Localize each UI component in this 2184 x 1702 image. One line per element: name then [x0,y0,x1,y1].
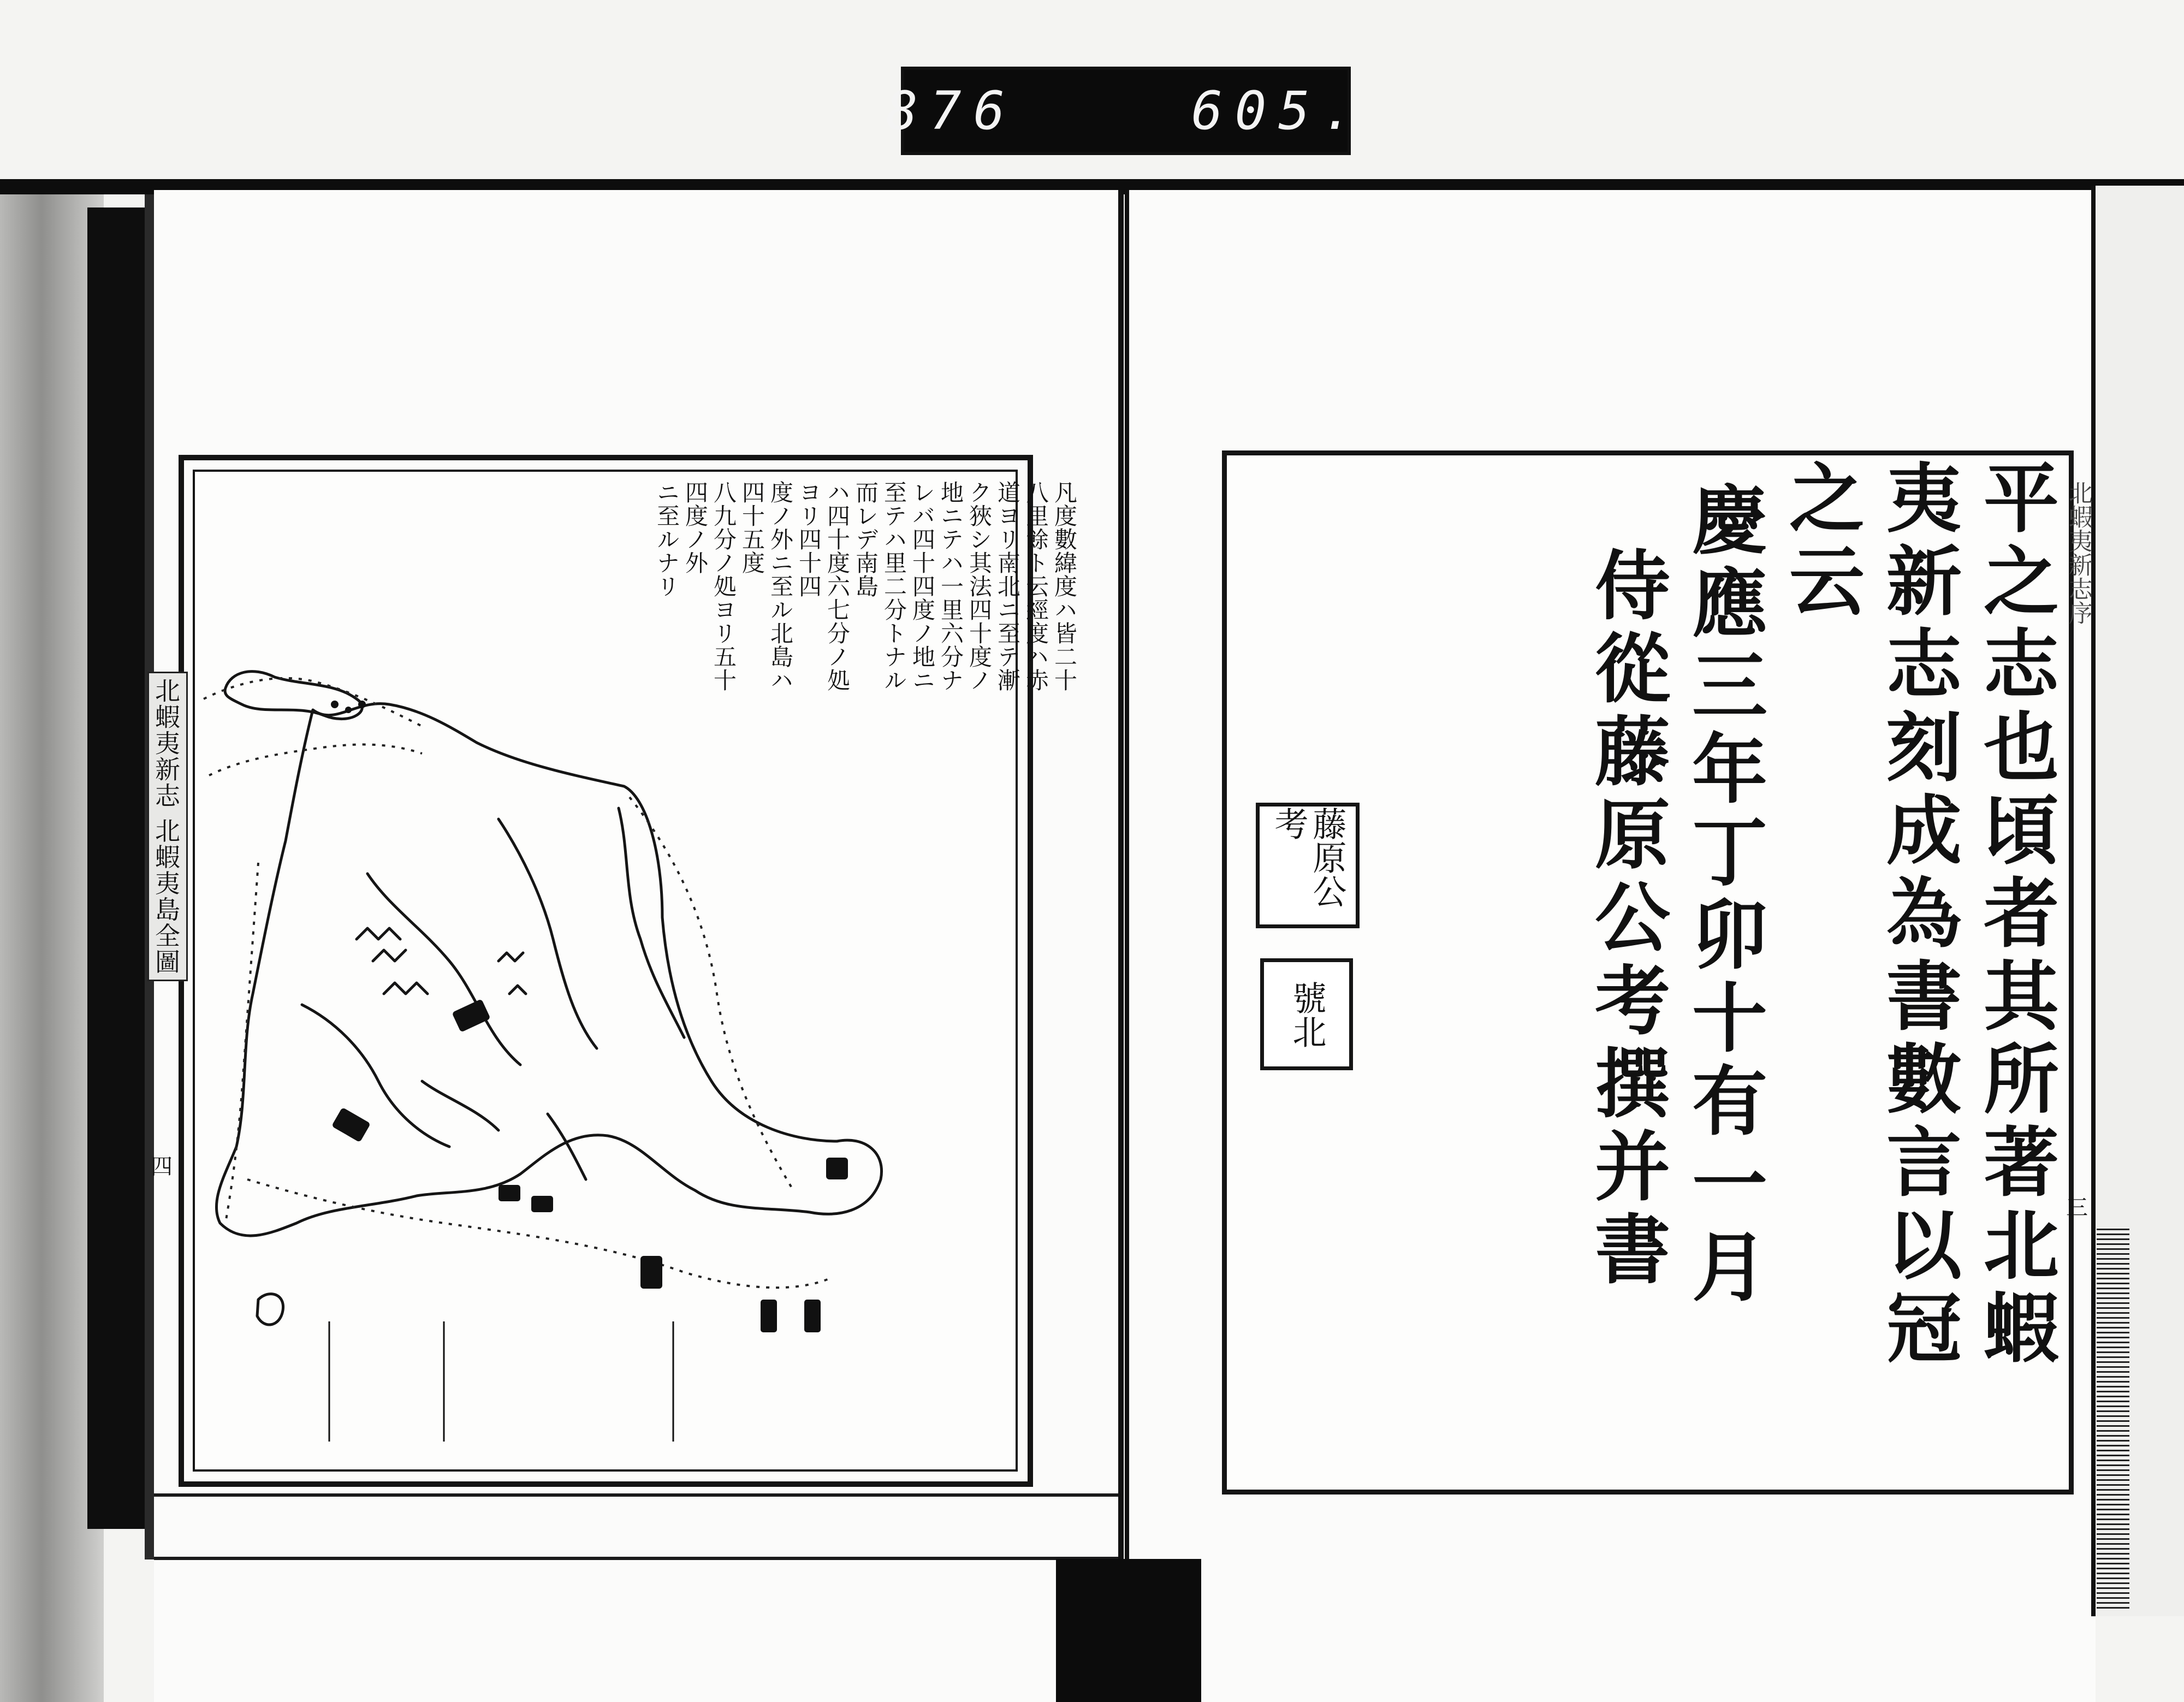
map-river [367,874,520,1065]
preface-text [1354,459,2064,1496]
left-binding-edge [87,207,147,1529]
map-note-line: 至テハ里二分トナル而レデ南島 [852,481,907,692]
right-margin-title: 北蝦夷新志序 [2064,481,2092,625]
map-route [630,797,793,1190]
preface-line: 之云 [1777,459,1866,625]
map-degree-note [652,481,1078,710]
scan-id-text: 876 605. [886,80,1366,141]
map-river [619,808,684,1037]
map-note-line: 八九分ノ処ヨリ五十四度ノ外 [682,481,737,692]
seal-stamp [1256,803,1360,928]
map-note-line: 凡度數緯度ハ皆二十八里餘ト云經度ハ赤 [1023,481,1078,692]
preface-line: 平之志也頃者其所著北蝦 [1971,459,2060,1372]
map-river [548,1114,586,1179]
seal-text: 號北 [1287,980,1327,1048]
left-margin-title: 北蝦夷新志 北蝦夷島全圖 [147,672,188,981]
map-note-line: 地ニテハ一里六分ナレバ四十四度ノ地ニ [909,481,964,692]
preface-signature-line: 侍從藤原公考撰并書 [1582,546,1671,1293]
right-page-stack [2097,1229,2129,1611]
map-route [247,1179,832,1288]
map-main-coast [216,704,881,1236]
preface-line: 夷新志刻成為書數言以冠 [1874,459,1963,1372]
right-folio-number: 三 [2066,1195,2088,1220]
map-river [302,1005,449,1147]
map-note-line: ニ至ルナリ [654,481,680,598]
map-mountains [357,928,428,994]
seal-text: 藤原公考 [1269,806,1347,908]
left-lower-band [154,1493,1118,1560]
map-route [209,744,422,775]
map-note-line: 道ヨリ南北ニ至テ漸ク狹シ其法四十度ノ [966,481,1021,692]
map-note-line: ハ四十度六七分ノ処ヨリ四十四 [796,481,851,692]
seal-stamp [1260,958,1353,1070]
map-river [422,1081,498,1130]
map-note-line: 度ノ外ニ至ル北島ハ四十五度 [739,481,794,692]
map-mountains [498,953,526,994]
map-route [225,863,258,1223]
preface-date-line: 慶應三年丁卯十有一月 [1679,481,1768,1310]
map-sw-island [257,1294,283,1325]
gutter-shadow [1056,1559,1201,1702]
map-river [498,819,597,1048]
scan-id-label [886,67,1366,155]
left-folio-number: 四 [151,1154,173,1179]
